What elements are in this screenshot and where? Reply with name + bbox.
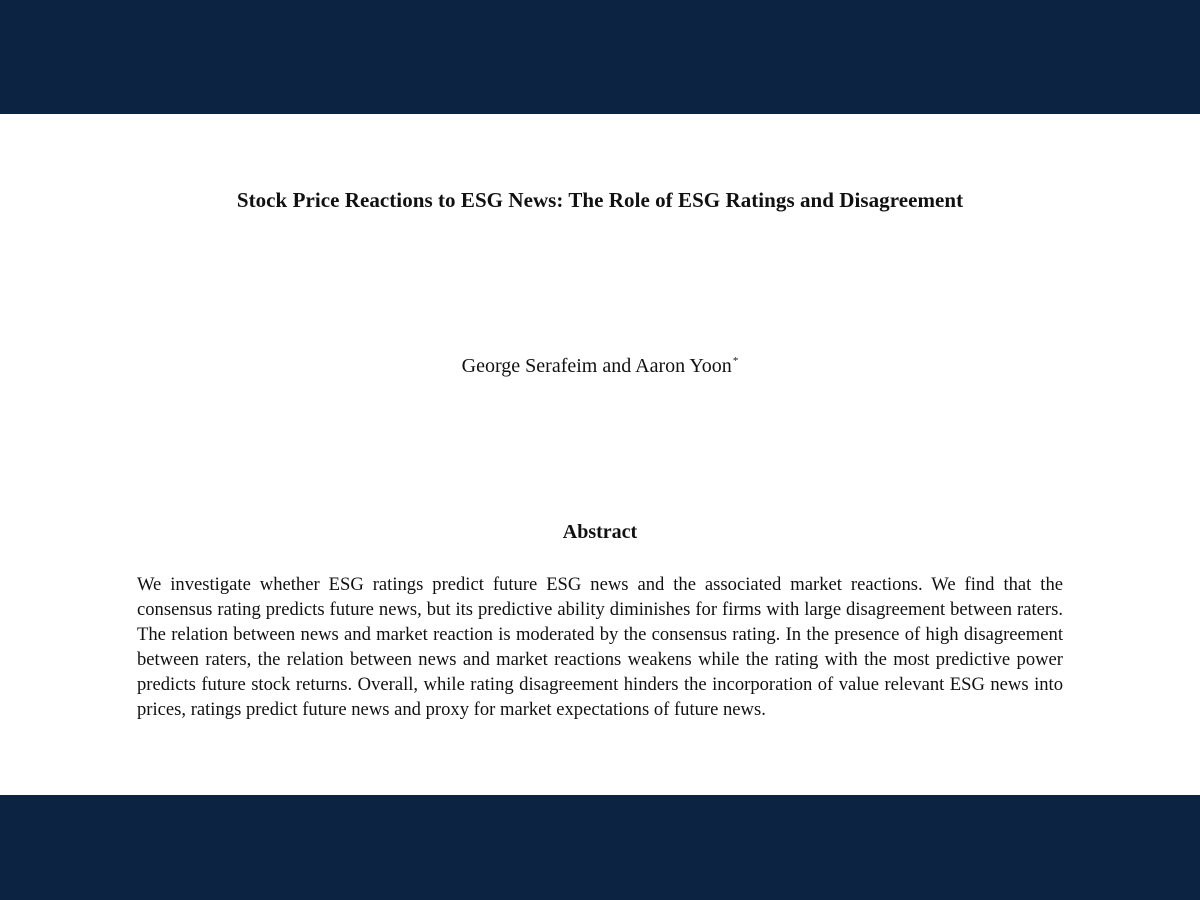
bottom-band [0, 795, 1200, 900]
paper-authors [0, 352, 1200, 380]
paper-page [0, 114, 1200, 795]
abstract-text: We investigate whether ESG ratings predict future ESG news and the associated market reactions. We find that the consensus rating predicts future news, but its predictive ability diminishes for firms with large disagreement between raters. The relation between news and market reaction is moderated by the consensus rating. In the presence of high disagreement between raters, the relation between news and market reactions weakens while the rating with the most predictive power predicts future stock returns. Overall, while rating disagreement hinders the incorporation of value relevant ESG news into prices, ratings predict future news and proxy for market expectations of future news. [137, 574, 1063, 720]
author-names: George Serafeim and Aaron Yoon [461, 355, 732, 377]
paper-title: Stock Price Reactions to ESG News: The Role of ESG Ratings and Disagreement [236, 188, 964, 212]
abstract-heading: Abstract [562, 521, 638, 543]
author-footnote-mark: * [732, 355, 739, 367]
top-band [0, 0, 1200, 114]
